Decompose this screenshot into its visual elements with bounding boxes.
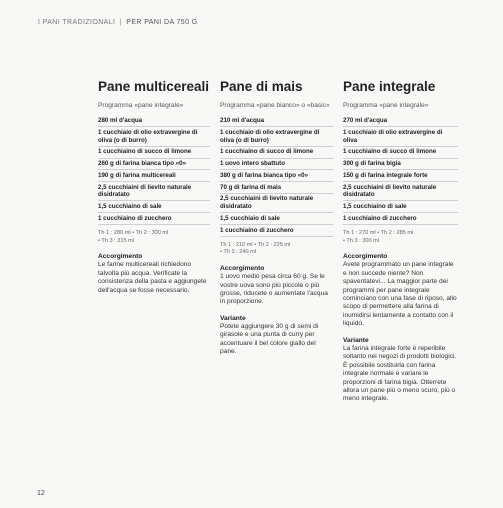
variant-heading: Variante [343,336,369,344]
ingredient-item: 1 cucchiaino di zucchero [343,213,458,225]
ingredient-item: 1,5 cucchiaio di sale [220,213,333,225]
header-separator: | [119,19,122,26]
tip-heading: Accorgimento [343,253,388,261]
tip-text: Avete programmato un pane integrale e non succede niente? Non spaventatevi... La maggior parte dei programmi per pane integrale cominciano con una fase di riposo, allo scopo di permettere alla farina di inumidirsi lentamente a contatto con il liquido. [343,261,457,328]
variant-text: Potete aggiungere 30 g di semi di girasole e una punta di curry per accentuare il bel colore giallo del pane. [220,323,319,356]
tip-text: Le farine multicereali richiedono talvolta più acqua. Verificate la consistenza della pasta e aggiungete dell'acqua se fosse necessario. [98,261,207,294]
ingredient-item: 1 cucchiaino di zucchero [220,225,333,237]
ingredient-item: 1 cucchiaio di olio extravergine di oliva [343,127,458,146]
water-quantities-line: • Th 3 : 300 ml [343,237,380,244]
water-quantities-line: Th 1 : 210 ml • Th 2 : 225 ml [220,241,291,248]
ingredient-item: 2,5 cucchiaini di lievito naturale disidratato [98,182,210,201]
ingredient-item: 1 cucchiaino di zucchero [98,213,210,225]
ingredient-item: 1,5 cucchiaino di sale [98,201,210,213]
recipe-title: Pane multicereali [98,79,210,94]
ingredient-list [343,116,458,225]
tip-heading: Accorgimento [220,265,265,272]
ingredient-item: 2,5 cucchiaini di lievito naturale disidratato [220,194,333,213]
recipe-title: Pane integrale [343,79,436,94]
ingredient-item: 280 ml d'acqua [98,116,210,128]
water-quantities-line: • Th 3 : 315 ml [98,237,135,244]
header-subtitle: PER PANI DA 750 G [126,19,198,26]
ingredient-item: 1 cucchiaio di olio extravergine di oliva (o di burro) [98,127,210,146]
water-quantities-line: Th 1 : 280 ml • Th 2 : 300 ml [98,230,169,237]
ingredient-item: 1 cucchiaio di olio extravergine di oliva (o di burro) [220,127,333,146]
recipe-program: Programma «pane integrale» [343,102,429,109]
header-section-title: I PANI TRADIZIONALI [38,19,116,26]
recipe-program: Programma «pane integrale» [98,102,184,109]
ingredient-item: 1 cucchiaino di succo di limone [220,147,333,159]
ingredient-item: 300 g di farina bigia [343,159,458,171]
ingredient-item: 1 cucchiaino di succo di limone [98,147,210,159]
ingredient-item: 270 ml d'acqua [343,116,458,128]
recipe-title: Pane di mais [220,79,303,94]
recipe-program: Programma «pane bianco» o «basic» [220,102,330,109]
page-number: 12 [37,490,45,497]
variant-heading: Variante [220,314,246,322]
ingredient-item: 1,5 cucchiaino di sale [343,201,458,213]
water-quantities-line: • Th 3 : 240 ml [220,249,257,256]
running-header [38,19,198,26]
ingredient-item: 2,5 cucchiaini di lievito naturale disidratato [343,182,458,201]
ingredient-item: 380 g di farina bianca tipo «0» [220,170,333,182]
water-quantities [220,242,333,257]
ingredient-item: 190 g di farina multicereali [98,170,210,182]
ingredient-item: 260 g di farina bianca tipo «0» [98,159,210,171]
ingredient-item: 1 uovo intero sbattuto [220,159,333,171]
tip-text: 1 uovo medio pesa circa 60 g. Se le vostre uova sono più piccole o più grosse, riducete o aumentate l'acqua in proporzione. [220,273,328,306]
ingredient-list [98,116,210,225]
ingredient-item: 150 g di farina integrale forte [343,170,458,182]
recipe-column-mais [220,79,333,365]
recipe-column-multicereali [98,79,210,303]
ingredient-list [220,116,333,237]
variant-text: La farina integrale forte è reperibile soltanto nei negozi di prodotti biologici. È possibile sostituirla con farina integrale normale e variare le proporzioni di farina bigia. Otterrete allora un pane più o meno scuro, più o meno integrale. [343,344,457,403]
ingredient-item: 70 g di farina di mais [220,182,333,194]
tip-heading: Accorgimento [98,253,143,261]
recipe-column-integrale [343,79,458,412]
water-quantities [98,230,210,245]
ingredient-item: 1 cucchiaino di succo di limone [343,147,458,159]
ingredient-item: 210 ml d'acqua [220,116,333,128]
water-quantities [343,230,458,245]
water-quantities-line: Th 1 : 270 ml • Th 2 : 285 ml [343,230,414,237]
